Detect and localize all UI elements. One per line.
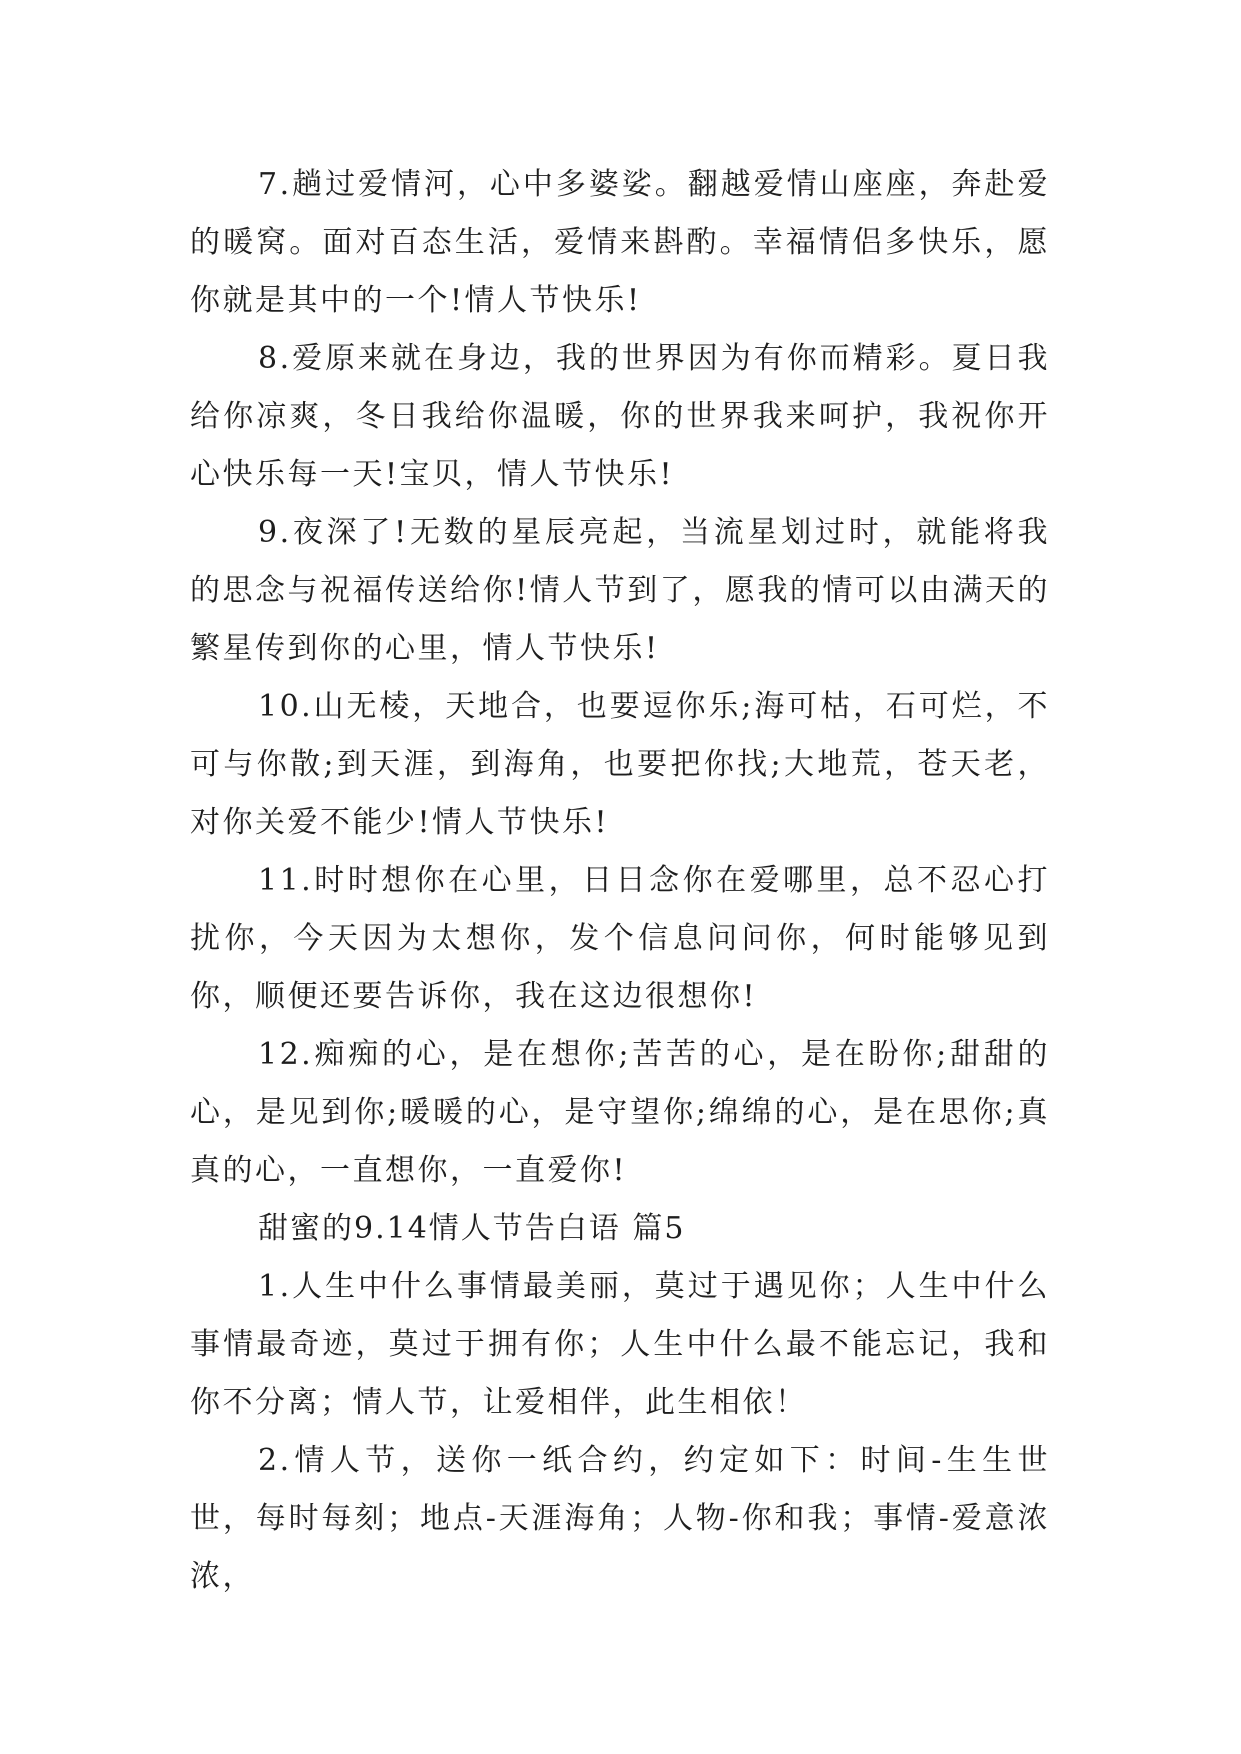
paragraph-greeting-8: 8.爱原来就在身边，我的世界因为有你而精彩。夏日我给你凉爽，冬日我给你温暖，你的世界我来呵护，我祝你开心快乐每一天!宝贝，情人节快乐! bbox=[190, 341, 1050, 492]
paragraph-greeting-11: 11.时时想你在心里，日日念你在爱哪里，总不忍心打扰你，今天因为太想你，发个信息问问你，何时能够见到你，顺便还要告诉你，我在这边很想你! bbox=[190, 863, 1050, 1014]
paragraph-greeting-7: 7.趟过爱情河，心中多婆娑。翻越爱情山座座，奔赴爱的暖窝。面对百态生活，爱情来斟酌。幸福情侣多快乐，愿你就是其中的一个!情人节快乐! bbox=[190, 167, 1050, 318]
paragraph-greeting-2: 2.情人节，送你一纸合约，约定如下：时间-生生世世，每时每刻；地点-天涯海角；人物-你和我；事情-爱意浓浓， bbox=[190, 1443, 1050, 1594]
paragraph-greeting-10: 10.山无棱，天地合，也要逗你乐;海可枯，石可烂，不可与你散;到天涯，到海角，也要把你找;大地荒，苍天老，对你关爱不能少!情人节快乐! bbox=[190, 689, 1050, 840]
paragraph-greeting-12: 12.痴痴的心，是在想你;苦苦的心，是在盼你;甜甜的心，是见到你;暖暖的心，是守望你;绵绵的心，是在思你;真真的心，一直想你，一直爱你! bbox=[190, 1037, 1050, 1188]
paragraph-greeting-1: 1.人生中什么事情最美丽，莫过于遇见你；人生中什么事情最奇迹，莫过于拥有你；人生中什么最不能忘记，我和你不分离；情人节，让爱相伴，此生相依！ bbox=[190, 1269, 1050, 1420]
section-heading: 甜蜜的9.14情人节告白语 篇5 bbox=[258, 1211, 686, 1246]
document-page bbox=[190, 156, 1050, 1606]
paragraph-greeting-9: 9.夜深了!无数的星辰亮起，当流星划过时，就能将我的思念与祝福传送给你!情人节到了，愿我的情可以由满天的繁星传到你的心里，情人节快乐! bbox=[190, 515, 1050, 666]
